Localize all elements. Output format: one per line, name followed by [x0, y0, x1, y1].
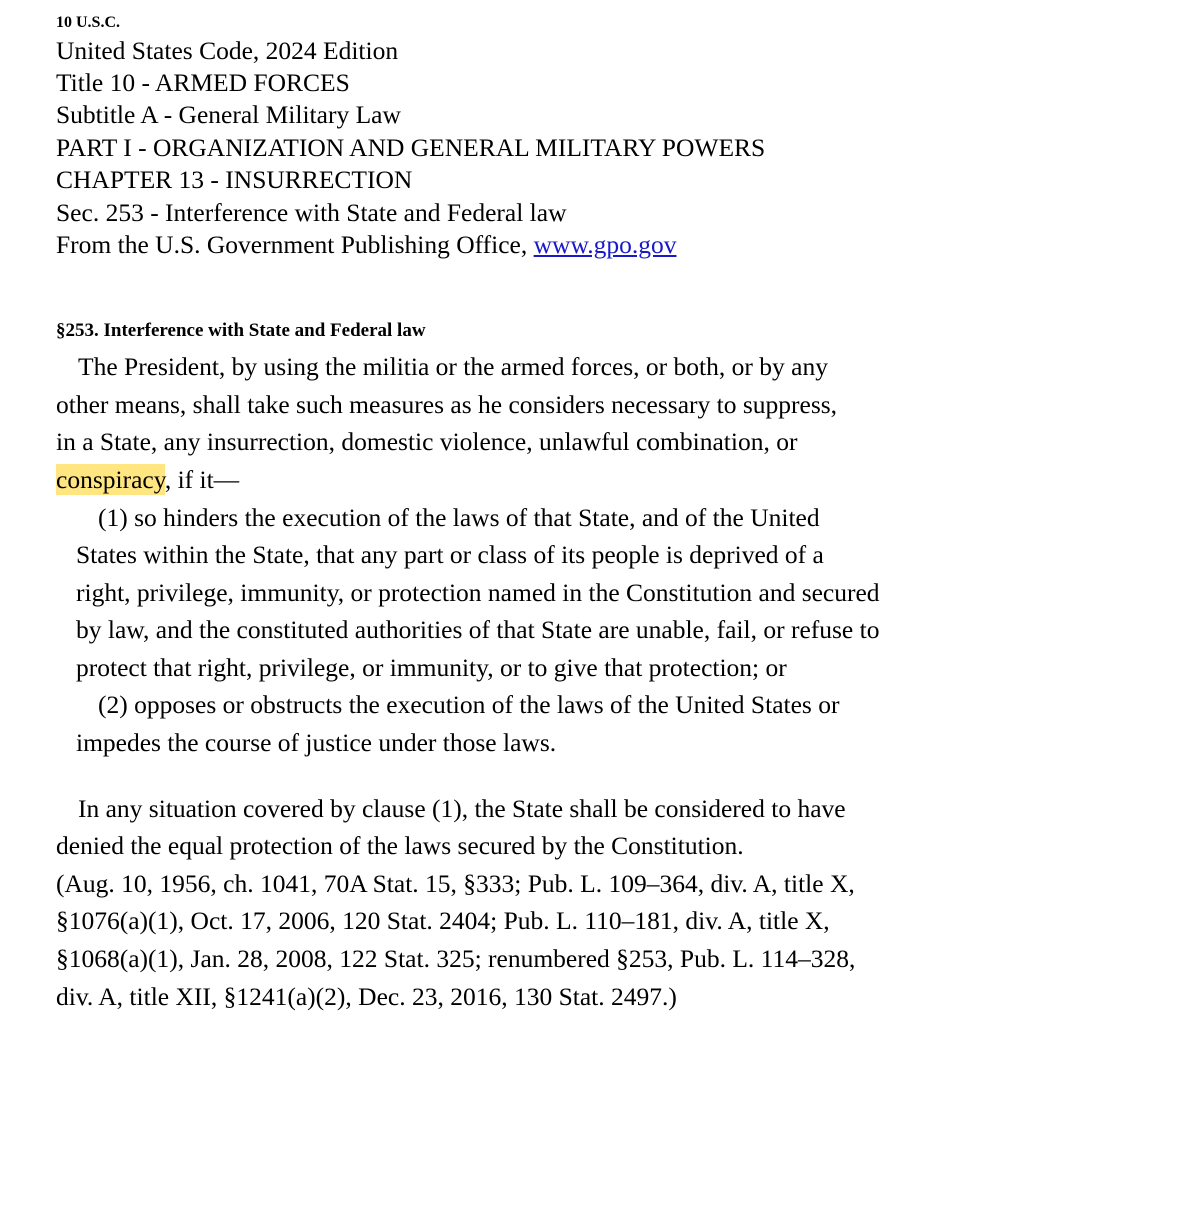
header-line-part: PART I - ORGANIZATION AND GENERAL MILITARY POWERS	[56, 132, 766, 162]
document-header-block	[56, 35, 1139, 262]
main-paragraph-after-highlight: , if it—	[164, 464, 240, 494]
header-line-subtitle: Subtitle A - General Military Law	[56, 100, 401, 130]
document-body	[56, 348, 1139, 1015]
main-paragraph	[56, 348, 856, 498]
highlighted-term: conspiracy	[56, 464, 165, 494]
document-masthead: 10 U.S.C.	[56, 14, 121, 31]
clause-2: (2) opposes or obstructs the execution of the laws of the United States or impedes the course of justice under those laws.	[76, 690, 840, 758]
gpo-link[interactable]: www.gpo.gov	[533, 230, 677, 260]
paragraph-gap	[56, 762, 1139, 790]
closing-paragraph: In any situation covered by clause (1), the State shall be considered to have denied the equal protection of the laws secured by the Constitution.	[56, 793, 846, 861]
header-line-edition: United States Code, 2024 Edition	[56, 35, 399, 65]
header-line-chapter: CHAPTER 13 - INSURRECTION	[56, 165, 413, 195]
section-heading: §253. Interference with State and Federal law	[56, 320, 426, 342]
header-line-section: Sec. 253 - Interference with State and Federal law	[56, 197, 567, 227]
header-line-source	[56, 229, 1139, 261]
header-body-spacer	[56, 261, 1139, 319]
clause-1: (1) so hinders the execution of the laws of that State, and of the United States within the State, that any part or class of its people is deprived of a right, privilege, immunity, or protection named in the Constitution and secured by law, and the constituted authorities of that State are unable, fail, or refuse to protect that right, privilege, or immunity, or to give that protection; or	[76, 502, 880, 682]
main-paragraph-before-highlight: The President, by using the militia or the armed forces, or both, or by any other means, shall take such measures as he considers necessary to suppress, in a State, any insurrection, domestic violence, unlawful combination, or	[56, 352, 838, 457]
credits-paragraph: (Aug. 10, 1956, ch. 1041, 70A Stat. 15, §333; Pub. L. 109–364, div. A, title X, §1076(a)(1), Oct. 17, 2006, 120 Stat. 2404; Pub. L. 110–181, div. A, title X, §1068(a)(1), Jan. 28, 2008, 122 Stat. 325; renumbered §253, Pub. L. 114–328, div. A, title XII, §1241(a)(2), Dec. 23, 2016, 130 Stat. 2497.)	[56, 868, 856, 1011]
source-prefix-text: From the U.S. Government Publishing Office,	[56, 230, 534, 260]
header-line-title: Title 10 - ARMED FORCES	[56, 68, 350, 97]
